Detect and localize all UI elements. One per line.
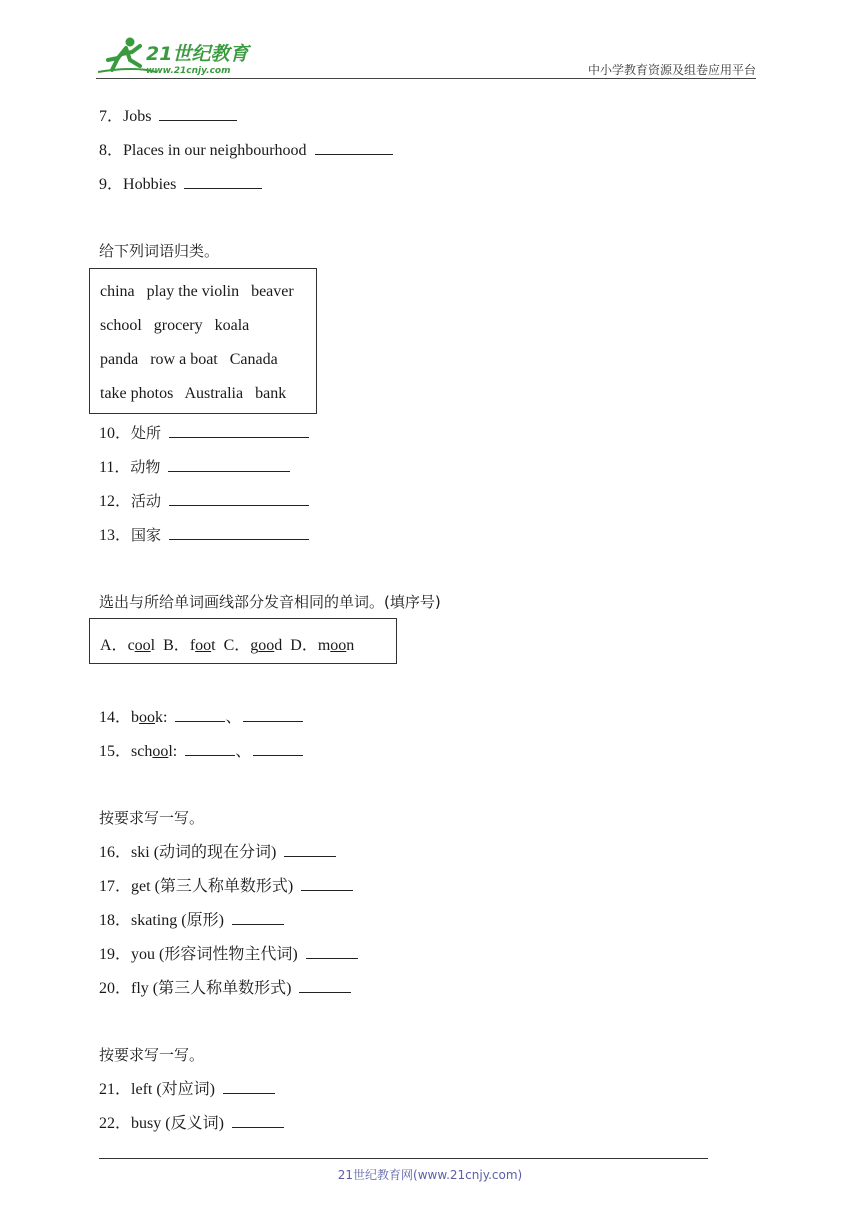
question-8 <box>99 140 393 161</box>
question-7 <box>99 106 237 127</box>
question-text: 国家 <box>131 526 162 544</box>
question-number: 14． <box>99 709 132 726</box>
section-title: 给下列词语归类。 <box>99 242 220 260</box>
question-text: ski (动词的现在分词) <box>131 844 277 861</box>
question-number: 11． <box>99 459 131 476</box>
answer-blank[interactable] <box>169 525 309 540</box>
question-text: you (形容词性物主代词) <box>131 946 298 963</box>
section-title: 选出与所给单词画线部分发音相同的单词。(填序号) <box>99 593 441 611</box>
answer-blank[interactable] <box>185 741 235 756</box>
footer-divider <box>99 1158 708 1159</box>
question-number: 15． <box>99 743 132 760</box>
question-number: 17． <box>99 878 132 895</box>
logo-url: www.21cnjy.com <box>146 66 231 76</box>
question-number: 19． <box>99 946 132 963</box>
question-17 <box>99 876 353 897</box>
platform-name: 中小学教育资源及组卷应用平台 <box>587 63 756 77</box>
options-row <box>100 632 354 655</box>
answer-blank[interactable] <box>169 491 309 506</box>
question-number: 7． <box>99 108 124 125</box>
question-number: 12． <box>99 493 132 510</box>
question-text: get (第三人称单数形式) <box>131 878 294 895</box>
word-row: take photos Australia bank <box>100 385 287 402</box>
logo-text: 21世纪教育 <box>146 43 249 65</box>
option-c: C．good <box>223 637 283 654</box>
option-a: A．cool <box>100 637 156 654</box>
question-15: 15．school: 、 <box>99 741 303 762</box>
section-title: 按要求写一写。 <box>99 809 205 827</box>
question-number: 9． <box>99 176 124 193</box>
option-b: B．foot <box>163 637 216 654</box>
question-text: busy (反义词) <box>131 1115 224 1132</box>
question-13 <box>99 525 309 546</box>
word-row: panda row a boat Canada <box>100 351 278 368</box>
question-number: 18． <box>99 912 132 929</box>
question-11 <box>99 457 290 478</box>
question-text: Places in our neighbourhood <box>123 142 307 159</box>
question-21 <box>99 1079 275 1100</box>
question-text: fly (第三人称单数形式) <box>131 980 292 997</box>
answer-blank[interactable] <box>168 457 290 472</box>
question-19 <box>99 944 358 965</box>
option-d: D．moon <box>290 637 355 654</box>
section-title: 按要求写一写。 <box>99 1046 205 1064</box>
header-divider <box>96 78 756 79</box>
question-16 <box>99 842 336 863</box>
question-text: 处所 <box>131 424 162 442</box>
question-18 <box>99 910 284 931</box>
question-text: Jobs <box>123 108 152 125</box>
question-number: 13． <box>99 527 132 544</box>
answer-blank[interactable] <box>223 1079 275 1094</box>
question-number: 10． <box>99 425 132 442</box>
word-row: china play the violin beaver <box>100 283 294 300</box>
answer-blank[interactable] <box>315 140 393 155</box>
answer-blank[interactable] <box>232 1113 284 1128</box>
word-row: school grocery koala <box>100 317 250 334</box>
word-box <box>89 268 317 414</box>
question-12 <box>99 491 309 512</box>
question-text: skating (原形) <box>131 912 224 929</box>
question-number: 8． <box>99 142 124 159</box>
question-number: 21． <box>99 1081 132 1098</box>
question-9 <box>99 174 262 195</box>
question-text: 活动 <box>131 492 162 510</box>
question-text: left (对应词) <box>131 1081 215 1098</box>
question-20 <box>99 978 351 999</box>
question-14: 14．book: 、 <box>99 707 303 728</box>
answer-blank[interactable] <box>253 741 303 756</box>
answer-blank[interactable] <box>299 978 351 993</box>
answer-blank[interactable] <box>232 910 284 925</box>
question-number: 20． <box>99 980 132 997</box>
answer-blank[interactable] <box>159 106 237 121</box>
question-22 <box>99 1113 284 1134</box>
answer-blank[interactable] <box>284 842 336 857</box>
answer-blank[interactable] <box>306 944 358 959</box>
question-number: 22． <box>99 1115 132 1132</box>
runner-logo-icon <box>96 36 256 78</box>
site-logo <box>96 36 256 78</box>
question-text: Hobbies <box>123 176 177 193</box>
question-10 <box>99 423 309 444</box>
answer-blank[interactable] <box>169 423 309 438</box>
answer-blank[interactable] <box>243 707 303 722</box>
answer-blank[interactable] <box>175 707 225 722</box>
footer-link[interactable]: 21世纪教育网(www.21cnjy.com) <box>337 1168 523 1182</box>
question-number: 16． <box>99 844 132 861</box>
answer-blank[interactable] <box>301 876 353 891</box>
options-box <box>89 618 397 664</box>
answer-blank[interactable] <box>184 174 262 189</box>
question-text: 动物 <box>130 458 161 476</box>
